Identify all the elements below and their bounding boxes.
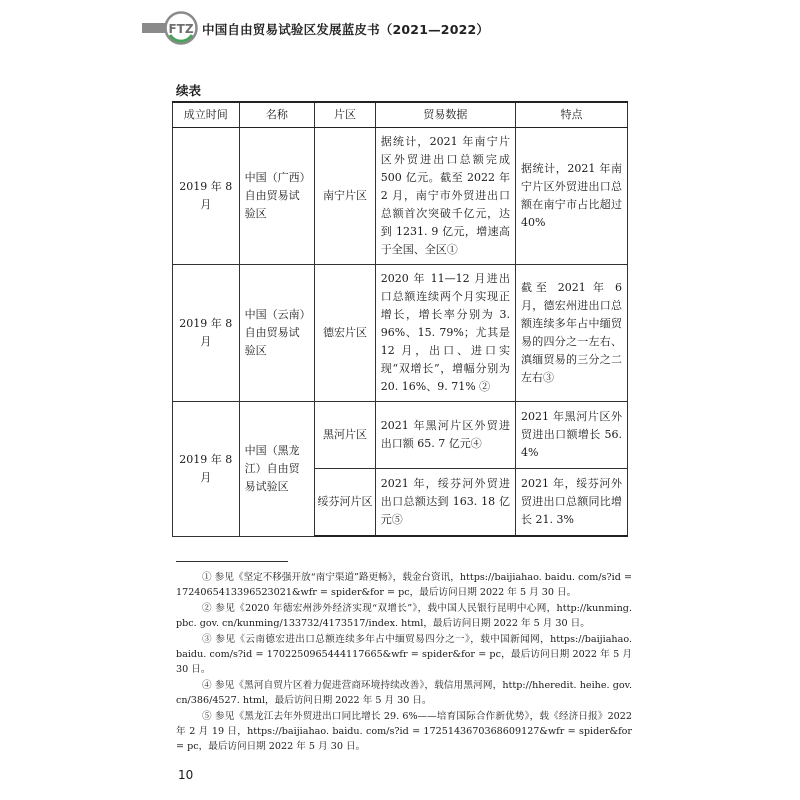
cell-trade: 2020 年 11—12 月进出口总额连续两个月实现正增长，增长率分别为 3. 96%、15. 79%；尤其是 12 月，出口、进口实现“双增长”，增幅分别为 20. 16%、9. 71% ② [375, 265, 515, 402]
footnote-divider [176, 561, 288, 562]
cell-zone: 黑河片区 [315, 402, 376, 469]
cell-name: 中国（黑龙江）自由贸易试验区 [239, 402, 315, 537]
cell-name: 中国（广西）自由贸易试验区 [239, 128, 315, 265]
cell-zone: 绥芬河片区 [315, 469, 376, 537]
footnote-4: ④ 参见《黑河自贸片区着力促进营商环境持续改善》，载信用黑河网，http://hheredit. heihe. gov. cn/386/4527. html，最后访问日期 2022 年 5 月 30 日。 [176, 679, 632, 707]
col-header-feature: 特点 [515, 102, 627, 128]
header-gray-bar [142, 23, 166, 33]
cell-trade: 2021 年黑河片区外贸进出口额 65. 7 亿元④ [375, 402, 515, 469]
cell-feature: 据统计，2021 年南宁片区外贸进出口总额在南宁市占比超过 40% [515, 128, 627, 265]
ftz-trade-table [172, 101, 628, 537]
table-row [173, 128, 628, 265]
cell-feature: 2021 年黑河片区外贸进出口额增长 56. 4% [515, 402, 627, 469]
footnote-2: ② 参见《2020 年德宏州涉外经济实现“双增长”》，载中国人民银行昆明中心网，http://kunming. pbc. gov. cn/kunming/133732/4173517/index. html，最后访问日期 2022 年 5 月 30 日。 [176, 602, 632, 630]
continued-table-label: 续表 [176, 83, 202, 98]
col-header-zone: 片区 [315, 102, 376, 128]
page-number: 10 [178, 768, 194, 782]
footnote-5: ⑤ 参见《黑龙江去年外贸进出口同比增长 29. 6%——培育国际合作新优势》，载《经济日报》2022 年 2 月 19 日，https://baijiahao. baidu. com/s?id = 1725143670368609127&wfr = spider&for = pc，最后访问日期 2022 年 5 月 30 日。 [176, 710, 632, 753]
col-header-trade: 贸易数据 [375, 102, 515, 128]
cell-date: 2019 年 8 月 [173, 265, 240, 402]
footnote-1: ① 参见《坚定不移强开放“南宁渠道”路更畅》，载金台资讯，https://baijiahao. baidu. com/s?id = 1724065413396523021&wfr = spider&for = pc，最后访问日期 2022 年 5 月 30 日。 [176, 572, 632, 599]
table-row [173, 402, 628, 469]
running-header-title: 中国自由贸易试验区发展蓝皮书（2021—2022） [202, 22, 490, 37]
cell-trade: 据统计，2021 年南宁片区外贸进出口总额完成 500 亿元。截至 2022 年 2 月，南宁市外贸进出口总额首次突破千亿元，达到 1231. 9 亿元，增速高于全国、全区① [375, 128, 515, 265]
cell-date: 2019 年 8 月 [173, 128, 240, 265]
footnotes [176, 570, 632, 755]
cell-feature: 截至 2021 年 6 月，德宏州进出口总额连续多年占中缅贸易的四分之一左右、滇缅贸易的三分之二左右③ [515, 265, 627, 402]
footnote-3: ③ 参见《云南德宏进出口总额连续多年占中缅贸易四分之一》，载中国新闻网，https://baijiahao. baidu. com/s?id = 1702250965444117665&wfr = spider&for = pc，最后访问日期 2022 年 5 月 30 日。 [176, 633, 632, 676]
table-header-row [173, 102, 628, 128]
col-header-name: 名称 [239, 102, 315, 128]
col-header-date: 成立时间 [173, 102, 240, 128]
cell-feature: 2021 年，绥芬河外贸进出口总额同比增长 21. 3% [515, 469, 627, 537]
cell-name: 中国（云南）自由贸易试验区 [239, 265, 315, 402]
cell-zone: 南宁片区 [315, 128, 376, 265]
logo-text: FTZ [168, 22, 194, 36]
table-row [173, 265, 628, 402]
cell-date: 2019 年 8 月 [173, 402, 240, 537]
cell-zone: 德宏片区 [315, 265, 376, 402]
cell-trade: 2021 年，绥芬河外贸进出口总额达到 163. 18 亿元⑤ [375, 469, 515, 537]
ftz-logo [164, 11, 198, 45]
